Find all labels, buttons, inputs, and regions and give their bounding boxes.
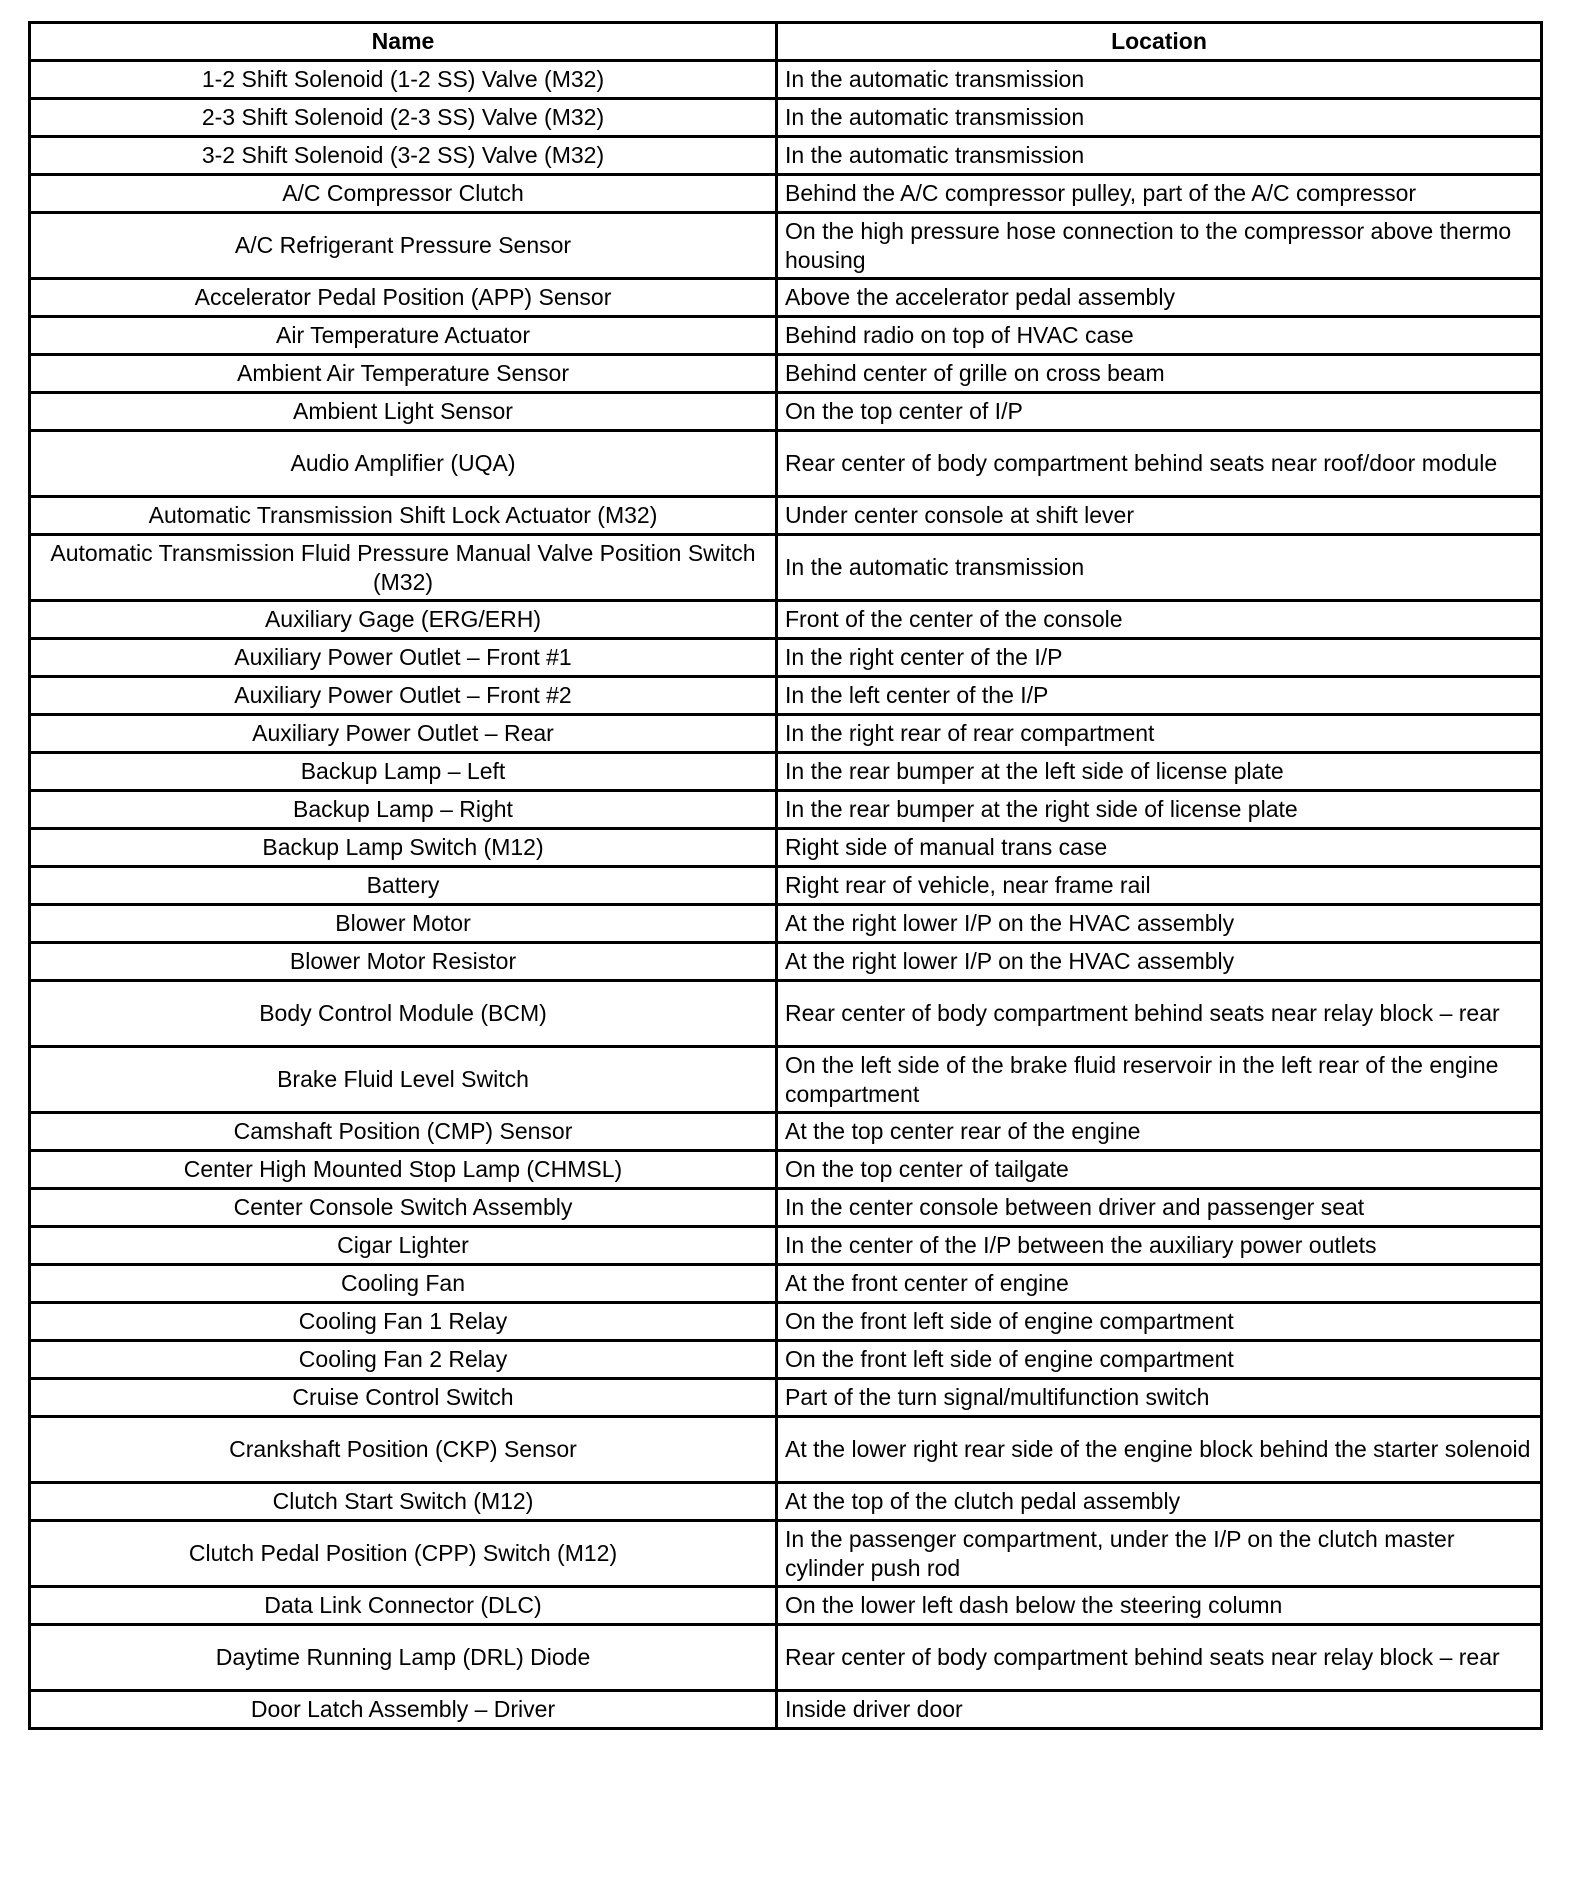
component-location-cell: Right side of manual trans case xyxy=(777,829,1542,867)
component-location-cell: In the right center of the I/P xyxy=(777,639,1542,677)
component-location-cell: At the right lower I/P on the HVAC assembly xyxy=(777,943,1542,981)
table-row xyxy=(30,829,1542,867)
component-location-cell: In the automatic transmission xyxy=(777,61,1542,99)
component-name-cell: Automatic Transmission Fluid Pressure Manual Valve Position Switch (M32) xyxy=(30,535,777,601)
component-location-cell: Front of the center of the console xyxy=(777,601,1542,639)
table-row xyxy=(30,393,1542,431)
table-row xyxy=(30,175,1542,213)
component-name-cell: Body Control Module (BCM) xyxy=(30,981,777,1047)
component-location-cell: Rear center of body compartment behind seats near roof/door module xyxy=(777,431,1542,497)
component-name-cell: Ambient Air Temperature Sensor xyxy=(30,355,777,393)
component-location-cell: Behind center of grille on cross beam xyxy=(777,355,1542,393)
component-name-cell: Backup Lamp Switch (M12) xyxy=(30,829,777,867)
component-location-table xyxy=(28,21,1543,1730)
table-row xyxy=(30,213,1542,279)
component-name-cell: Auxiliary Power Outlet – Front #1 xyxy=(30,639,777,677)
table-row xyxy=(30,639,1542,677)
table-row xyxy=(30,61,1542,99)
table-row xyxy=(30,431,1542,497)
component-location-cell: In the rear bumper at the left side of license plate xyxy=(777,753,1542,791)
component-location-cell: In the center console between driver and passenger seat xyxy=(777,1189,1542,1227)
component-location-cell: Above the accelerator pedal assembly xyxy=(777,279,1542,317)
table-row xyxy=(30,1189,1542,1227)
table-row xyxy=(30,355,1542,393)
header-row xyxy=(30,23,1542,61)
table-row xyxy=(30,1379,1542,1417)
component-location-cell: Under center console at shift lever xyxy=(777,497,1542,535)
component-location-cell: On the high pressure hose connection to the compressor above thermo housing xyxy=(777,213,1542,279)
component-name-cell: Cigar Lighter xyxy=(30,1227,777,1265)
table-row xyxy=(30,677,1542,715)
table-row xyxy=(30,1587,1542,1625)
table-row xyxy=(30,1265,1542,1303)
table-row xyxy=(30,279,1542,317)
table-row xyxy=(30,1341,1542,1379)
component-name-cell: Clutch Pedal Position (CPP) Switch (M12) xyxy=(30,1521,777,1587)
component-name-cell: Blower Motor xyxy=(30,905,777,943)
component-location-cell: In the center of the I/P between the auxiliary power outlets xyxy=(777,1227,1542,1265)
component-location-cell: On the top center of tailgate xyxy=(777,1151,1542,1189)
component-name-cell: Camshaft Position (CMP) Sensor xyxy=(30,1113,777,1151)
component-name-cell: Crankshaft Position (CKP) Sensor xyxy=(30,1417,777,1483)
table-row xyxy=(30,1521,1542,1587)
component-name-cell: Auxiliary Power Outlet – Front #2 xyxy=(30,677,777,715)
component-name-cell: Center Console Switch Assembly xyxy=(30,1189,777,1227)
table-body xyxy=(30,61,1542,1729)
table-row xyxy=(30,1113,1542,1151)
component-location-cell: Rear center of body compartment behind seats near relay block – rear xyxy=(777,981,1542,1047)
component-name-cell: Brake Fluid Level Switch xyxy=(30,1047,777,1113)
component-location-cell: In the automatic transmission xyxy=(777,137,1542,175)
component-name-cell: A/C Compressor Clutch xyxy=(30,175,777,213)
component-name-cell: Center High Mounted Stop Lamp (CHMSL) xyxy=(30,1151,777,1189)
component-name-cell: 3-2 Shift Solenoid (3-2 SS) Valve (M32) xyxy=(30,137,777,175)
table-row xyxy=(30,943,1542,981)
component-location-cell: At the right lower I/P on the HVAC assembly xyxy=(777,905,1542,943)
component-name-cell: Cooling Fan xyxy=(30,1265,777,1303)
component-location-cell: At the top center rear of the engine xyxy=(777,1113,1542,1151)
component-name-cell: Battery xyxy=(30,867,777,905)
component-location-cell: In the right rear of rear compartment xyxy=(777,715,1542,753)
component-name-cell: A/C Refrigerant Pressure Sensor xyxy=(30,213,777,279)
table-row xyxy=(30,753,1542,791)
component-name-cell: Auxiliary Power Outlet – Rear xyxy=(30,715,777,753)
component-name-cell: Backup Lamp – Left xyxy=(30,753,777,791)
component-location-cell: In the passenger compartment, under the I/P on the clutch master cylinder push rod xyxy=(777,1521,1542,1587)
component-name-cell: Automatic Transmission Shift Lock Actuator (M32) xyxy=(30,497,777,535)
table-row xyxy=(30,137,1542,175)
component-location-cell: On the front left side of engine compartment xyxy=(777,1303,1542,1341)
header-name: Name xyxy=(30,23,777,61)
component-location-cell: In the rear bumper at the right side of license plate xyxy=(777,791,1542,829)
table-row xyxy=(30,791,1542,829)
table-row xyxy=(30,981,1542,1047)
component-location-cell: Part of the turn signal/multifunction switch xyxy=(777,1379,1542,1417)
table-row xyxy=(30,1483,1542,1521)
component-location-cell: At the lower right rear side of the engine block behind the starter solenoid xyxy=(777,1417,1542,1483)
component-location-cell: In the left center of the I/P xyxy=(777,677,1542,715)
table-row xyxy=(30,715,1542,753)
component-name-cell: Backup Lamp – Right xyxy=(30,791,777,829)
component-name-cell: Ambient Light Sensor xyxy=(30,393,777,431)
component-location-cell: At the front center of engine xyxy=(777,1265,1542,1303)
component-name-cell: Clutch Start Switch (M12) xyxy=(30,1483,777,1521)
component-location-cell: On the front left side of engine compartment xyxy=(777,1341,1542,1379)
component-location-cell: On the lower left dash below the steering column xyxy=(777,1587,1542,1625)
component-location-cell: Inside driver door xyxy=(777,1691,1542,1729)
component-name-cell: Auxiliary Gage (ERG/ERH) xyxy=(30,601,777,639)
table-row xyxy=(30,317,1542,355)
table-row xyxy=(30,867,1542,905)
header-location: Location xyxy=(777,23,1542,61)
component-location-cell: In the automatic transmission xyxy=(777,535,1542,601)
component-location-cell: Behind the A/C compressor pulley, part of the A/C compressor xyxy=(777,175,1542,213)
component-name-cell: 1-2 Shift Solenoid (1-2 SS) Valve (M32) xyxy=(30,61,777,99)
table-row xyxy=(30,1151,1542,1189)
component-name-cell: Audio Amplifier (UQA) xyxy=(30,431,777,497)
table-row xyxy=(30,535,1542,601)
component-name-cell: Door Latch Assembly – Driver xyxy=(30,1691,777,1729)
table-row xyxy=(30,99,1542,137)
table-row xyxy=(30,905,1542,943)
table-row xyxy=(30,1625,1542,1691)
component-location-cell: In the automatic transmission xyxy=(777,99,1542,137)
component-location-cell: Rear center of body compartment behind seats near relay block – rear xyxy=(777,1625,1542,1691)
table-row xyxy=(30,1417,1542,1483)
component-name-cell: Cruise Control Switch xyxy=(30,1379,777,1417)
table-row xyxy=(30,1227,1542,1265)
component-name-cell: Cooling Fan 2 Relay xyxy=(30,1341,777,1379)
component-name-cell: Daytime Running Lamp (DRL) Diode xyxy=(30,1625,777,1691)
component-name-cell: 2-3 Shift Solenoid (2-3 SS) Valve (M32) xyxy=(30,99,777,137)
component-location-cell: At the top of the clutch pedal assembly xyxy=(777,1483,1542,1521)
component-name-cell: Air Temperature Actuator xyxy=(30,317,777,355)
component-location-cell: On the left side of the brake fluid reservoir in the left rear of the engine compartment xyxy=(777,1047,1542,1113)
component-name-cell: Cooling Fan 1 Relay xyxy=(30,1303,777,1341)
component-location-cell: On the top center of I/P xyxy=(777,393,1542,431)
table-row xyxy=(30,497,1542,535)
component-location-cell: Right rear of vehicle, near frame rail xyxy=(777,867,1542,905)
component-name-cell: Accelerator Pedal Position (APP) Sensor xyxy=(30,279,777,317)
component-location-cell: Behind radio on top of HVAC case xyxy=(777,317,1542,355)
table-row xyxy=(30,1691,1542,1729)
component-name-cell: Data Link Connector (DLC) xyxy=(30,1587,777,1625)
table-row xyxy=(30,1047,1542,1113)
table-row xyxy=(30,1303,1542,1341)
table-row xyxy=(30,601,1542,639)
component-name-cell: Blower Motor Resistor xyxy=(30,943,777,981)
